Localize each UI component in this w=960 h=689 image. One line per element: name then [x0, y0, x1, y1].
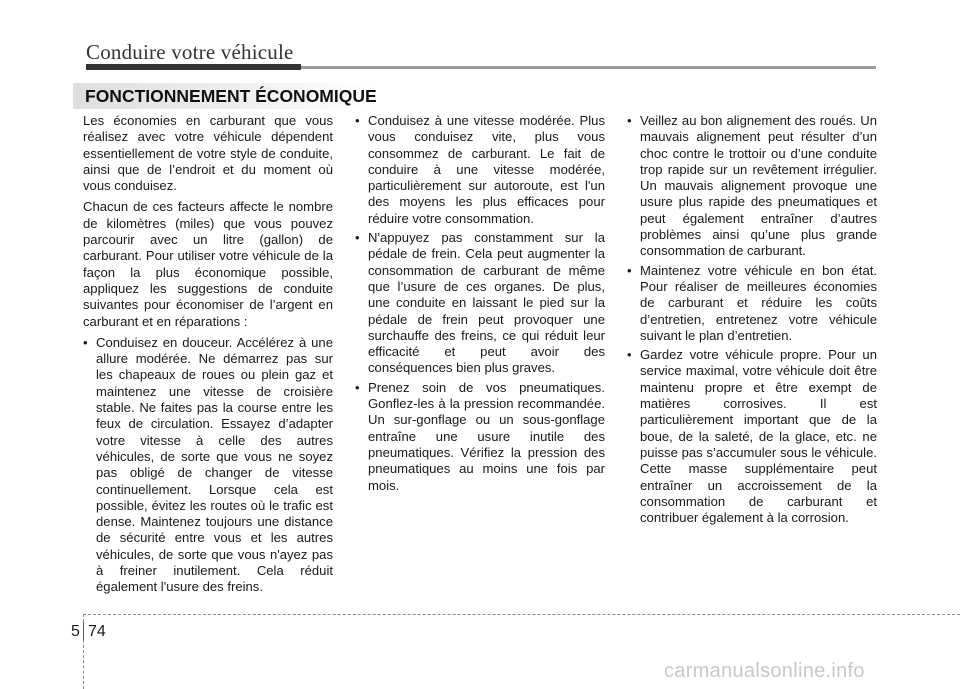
bullet-list	[83, 335, 333, 596]
list-item	[355, 113, 605, 227]
list-item-text: Veillez au bon alignement des roués. Un mauvais alignement peut résulter d’un choc contre le trottoir ou d’une conduite trop rapide sur un revêtement irrégulier. Un mauvais alignement provoque une usure plus rapide des pneumatiques et peut également entraîner d’autres problèmes ainsi qu’une plus grande consommation de carburant.	[640, 113, 877, 259]
text-column-3	[627, 113, 877, 529]
list-item	[627, 113, 877, 260]
chapter-number: 5	[71, 623, 80, 640]
bullet-list	[355, 113, 605, 494]
bullet-icon: •	[355, 230, 360, 246]
bullet-icon: •	[355, 113, 360, 128]
list-item	[83, 335, 333, 596]
page-number: 74	[88, 623, 106, 640]
text-column-1	[83, 113, 333, 599]
list-item	[627, 263, 877, 344]
bullet-icon: •	[627, 262, 632, 278]
page-header-title: Conduire votre véhicule	[86, 40, 294, 64]
list-item-text: Conduisez à une vitesse modérée. Plus vous conduisez vite, plus vous consommez de carburant. Le fait de conduire à une vitesse modérée, particulièrement sur autoroute, est l'un des moyens les plus efficaces pour réduire votre consommation.	[368, 113, 605, 226]
text-column-2	[355, 113, 605, 497]
bullet-icon: •	[627, 113, 632, 128]
bullet-icon: •	[627, 347, 632, 363]
footer-dashed-rule	[83, 614, 960, 615]
paragraph: Les économies en carburant que vous réalisez avec votre véhicule dépendent essentiellement de votre style de conduite, ainsi que de l’endroit et du moment où vous conduisez.	[83, 113, 333, 194]
paragraph: Chacun de ces facteurs affecte le nombre de kilomètres (miles) que vous pouvez parcourir avec un litre (gallon) de carburant. Pour utiliser votre véhicule de la façon la plus économique possible, appliquez les suggestions de conduite suivantes pour économiser de l’argent en carburant et en réparations :	[83, 199, 333, 329]
page-number-divider	[83, 622, 84, 640]
list-item-text: N'appuyez pas constamment sur la pédale de frein. Cela peut augmenter la consommation de carburant de même que l’usure de ces organes. De plus, une conduite en laissant le pied sur la pédale de frein peut provoquer une surchauffe des freins, ce qui réduit leur efficacité et peut avoir des conséquences bien plus graves.	[368, 230, 605, 376]
bullet-icon: •	[355, 379, 360, 395]
section-title: FONCTIONNEMENT ÉCONOMIQUE	[85, 86, 377, 106]
header-rule-accent	[86, 64, 301, 70]
watermark: carmanualsonline.info	[664, 660, 865, 682]
list-item-text: Gardez votre véhicule propre. Pour un service maximal, votre véhicule doit être maintenu propre et être exempt de matières corrosives. Il est particulièrement important que de la boue, de la saleté, de la glace, etc. ne puisse pas s’accumuler sous le véhicule. Cette masse supplémentaire peut entraîner un accroissement de la consommation de carburant et contribuer également à la corrosion.	[640, 347, 877, 526]
list-item	[355, 380, 605, 494]
list-item-text: Conduisez en douceur. Accélérez à une allure modérée. Ne démarrez pas sur les chapeaux de roues ou plein gaz et maintenez une vitesse de croisière stable. Ne faites pas la course entre les feux de circulation. Essayez d’adapter votre vitesse à celle des autres véhicules, de sorte que vous ne soyez pas obligé de changer de vitesse continuellement. Lorsque cela est possible, évitez les routes où le trafic est dense. Maintenez toujours une distance de sécurité entre vous et les autres véhicules, de sorte que vous n'ayez pas à freiner inutilement. Cela réduit également l'usure des freins.	[96, 334, 333, 595]
list-item	[627, 347, 877, 526]
list-item-text: Maintenez votre véhicule en bon état. Pour réaliser de meilleures économies de carburant et réduire les coûts d’entretien, entretenez votre véhicule suivant le plan d’entretien.	[640, 262, 877, 343]
list-item	[355, 230, 605, 377]
bullet-list	[627, 113, 877, 526]
list-item-text: Prenez soin de vos pneumatiques. Gonflez-les à la pression recommandée. Un sur-gonflage ou un sous-gonflage entraîne une usure inutile des pneumatiques. Vérifiez la pression des pneumatiques au moins une fois par mois.	[368, 379, 605, 493]
bullet-icon: •	[83, 334, 88, 350]
